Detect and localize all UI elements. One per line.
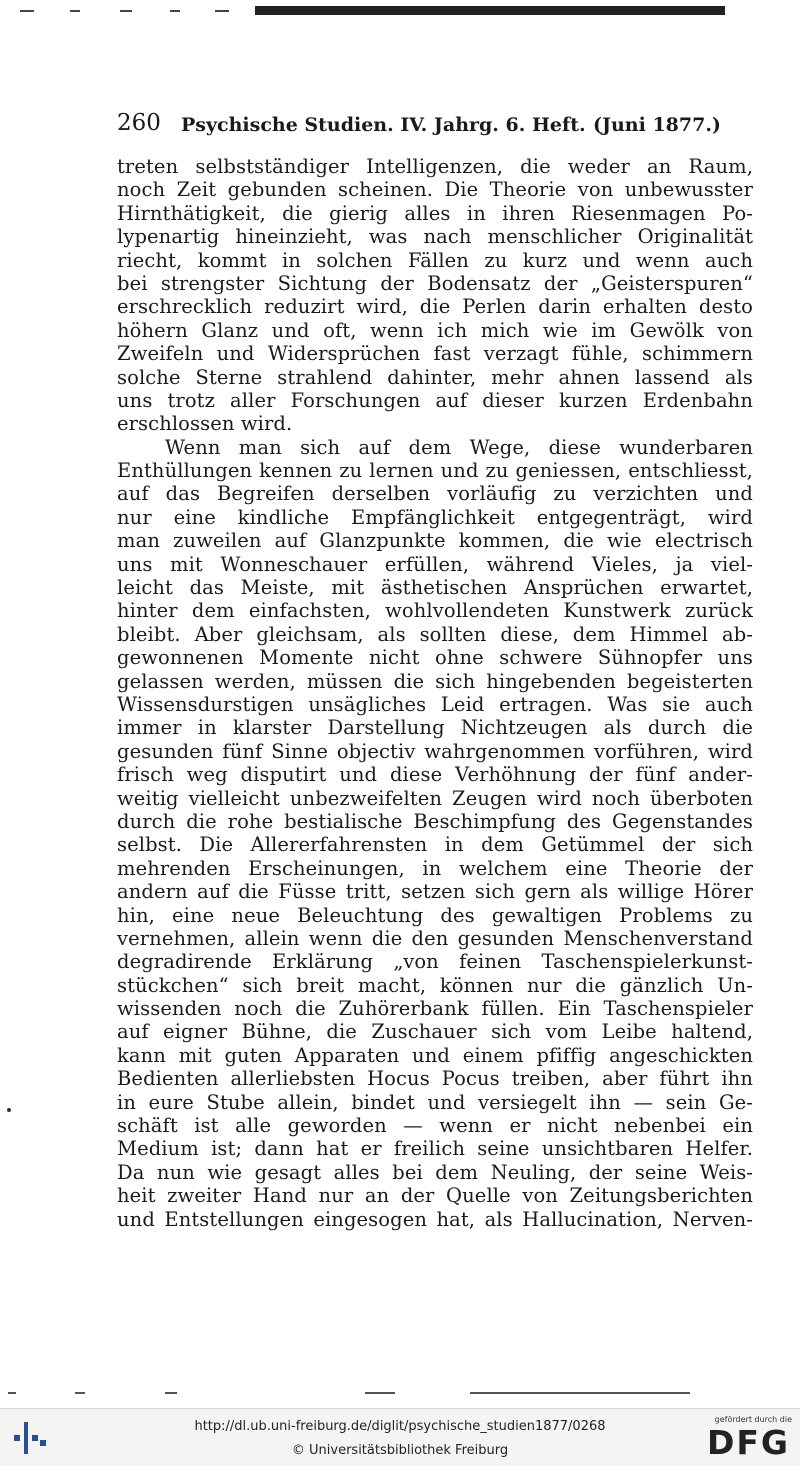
text-line: hin, eine neue Beleuchtung des gewaltigen Problems zu [117, 903, 753, 927]
text-line: Zweifeln und Widersprüchen fast verzagt fühle, schimmern [117, 342, 753, 366]
text-line: Wenn man sich auf dem Wege, diese wunderbaren [165, 435, 753, 459]
text-line: man zuweilen auf Glanzpunkte kommen, die wie electrisch [117, 529, 753, 553]
text-line: solche Sterne strahlend dahinter, mehr ahnen lassend als [117, 365, 753, 389]
header-rule [255, 6, 725, 15]
text-line: gewonnenen Momente nicht ohne schwere Sühnopfer uns [117, 646, 753, 670]
text-line: auf eigner Bühne, die Zuschauer sich vom Leibe haltend, [117, 1020, 753, 1044]
scan-artifact [165, 1392, 177, 1394]
text-line: Medium ist; dann hat er freilich seine unsichtbaren Helfer. [117, 1137, 753, 1161]
scan-artifact [20, 10, 34, 12]
text-line: mehrenden Erscheinungen, in welchem eine Theorie der [117, 856, 753, 880]
digitization-footer [0, 1408, 800, 1466]
text-line: treten selbstständiger Intelligenzen, die weder an Raum, [117, 155, 753, 178]
copyright-notice: © Universitätsbibliothek Freiburg [291, 1443, 509, 1458]
scan-artifact [170, 10, 180, 12]
text-line: und Entstellungen eingesogen hat, als Hallucination, Nerven- [117, 1207, 753, 1231]
scan-artifact [470, 1392, 690, 1394]
text-line: leicht das Meiste, mit ästhetischen Ansprüchen erwartet, [117, 576, 753, 600]
funding-caption: gefördert durch die [714, 1415, 792, 1424]
margin-mark [7, 1108, 11, 1112]
text-line: auf das Begreifen derselben vorläufig zu verzichten und [117, 482, 753, 506]
text-line: weitig vielleicht unbezweifelten Zeugen wird noch überboten [117, 786, 753, 810]
text-line: degradirende Erklärung „von feinen Taschenspielerkunst- [117, 950, 753, 974]
text-line: durch die rohe bestialische Beschimpfung des Gegenstandes [117, 809, 753, 833]
body-text [117, 155, 753, 1231]
scan-artifact [365, 1392, 395, 1394]
journal-title: Psychische Studien. IV. Jahrg. 6. Heft. [181, 114, 586, 136]
text-line: heit zweiter Hand nur an der Quelle von Zeitungsberichten [117, 1184, 753, 1208]
text-line: andern auf die Füsse tritt, setzen sich gern als willige Hörer [117, 880, 753, 904]
text-line: stückchen“ sich breit macht, können nur die gänzlich Un- [117, 973, 753, 997]
text-line: selbst. Die Allererfahrensten in dem Getümmel der sich [117, 833, 753, 857]
scan-artifact [75, 1392, 85, 1394]
text-line: noch Zeit gebunden scheinen. Die Theorie von unbewusster [117, 178, 753, 202]
text-line: lypenartig hineinzieht, was nach menschlicher Originalität [117, 225, 753, 249]
scan-bottom-edge [0, 1380, 800, 1410]
dfg-logo: DFG [706, 1423, 790, 1462]
text-line: nur eine kindliche Empfänglichkeit entgegenträgt, wird [117, 505, 753, 529]
text-line: schäft ist alle geworden — wenn er nicht nebenbei ein [117, 1114, 753, 1138]
text-line: Wissensdurstigen unsägliches Leid ertragen. Was sie auch [117, 692, 753, 716]
source-url[interactable]: http://dl.ub.uni-freiburg.de/diglit/psychische_studien1877/0268 [194, 1419, 606, 1434]
text-line: Bedienten allerliebsten Hocus Pocus treiben, aber führt ihn [117, 1067, 753, 1091]
text-line: kann mit guten Apparaten und einem pfiffig angeschickten [117, 1043, 753, 1067]
text-line: vernehmen, allein wenn die den gesunden Menschenverstand [117, 926, 753, 950]
text-line: bleibt. Aber gleichsam, als sollten diese, dem Himmel ab- [117, 622, 753, 646]
text-line: gesunden fünf Sinne objectiv wahrgenommen vorführen, wird [117, 739, 753, 763]
text-line: Hirnthätigkeit, die gierig alles in ihren Riesenmagen Po- [117, 201, 753, 225]
text-line: uns trotz aller Forschungen auf dieser kurzen Erdenbahn [117, 388, 753, 412]
text-line: gelassen werden, müssen die sich hingebenden begeisterten [117, 669, 753, 693]
text-line: wissenden noch die Zuhörerbank füllen. Ein Taschenspieler [117, 997, 753, 1021]
scan-artifact [70, 10, 80, 12]
scan-artifact [215, 10, 229, 12]
page-number: 260 [117, 110, 161, 136]
text-line: Da nun wie gesagt alles bei dem Neuling, der seine Weis- [117, 1160, 753, 1184]
text-line: uns mit Wonneschauer erfüllen, während Vieles, ja viel- [117, 552, 753, 576]
text-line: hinter dem einfachsten, wohlvollendeten Kunstwerk zurück [117, 599, 753, 623]
text-line: frisch weg disputirt und diese Verhöhnung der fünf ander- [117, 763, 753, 787]
text-line: riecht, kommt in solchen Fällen zu kurz und wenn auch [117, 248, 753, 272]
scan-artifact [120, 10, 132, 12]
text-line: Enthüllungen kennen zu lernen und zu geniessen, entschliesst, [117, 459, 753, 483]
text-line: bei strengster Sichtung der Bodensatz der „Geisterspuren“ [117, 271, 753, 295]
text-line: erschrecklich reduzirt wird, die Perlen darin erhalten desto [117, 295, 753, 319]
text-line: erschlossen wird. [117, 412, 293, 436]
text-line: immer in klarster Darstellung Nichtzeugen als durch die [117, 716, 753, 740]
scan-top-edge [0, 0, 800, 28]
text-line: in eure Stube allein, bindet und versiegelt ihn — sein Ge- [117, 1090, 753, 1114]
running-header [117, 110, 757, 142]
scan-artifact [8, 1392, 16, 1394]
text-line: höhern Glanz und oft, wenn ich mich wie im Gewölk von [117, 318, 753, 342]
issue-date: (Juni 1877.) [593, 114, 721, 136]
